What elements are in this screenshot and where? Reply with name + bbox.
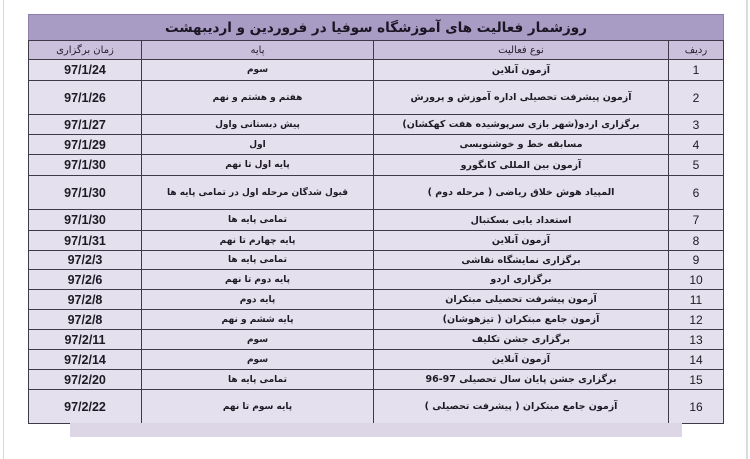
row-number-cell: 4 — [669, 135, 724, 155]
activity-cell: برگزاری اردو — [374, 270, 669, 290]
row-number-cell: 9 — [669, 251, 724, 270]
table-row — [29, 390, 724, 424]
bottom-band — [70, 423, 682, 437]
table-row — [29, 370, 724, 390]
grade-level-cell: پایه چهارم تا نهم — [142, 231, 374, 251]
row-number-cell: 2 — [669, 81, 724, 115]
grade-level-cell: سوم — [142, 330, 374, 350]
row-number-cell: 13 — [669, 330, 724, 350]
date-cell: 97/1/24 — [29, 60, 142, 81]
header-grade-level: پایه — [142, 41, 374, 60]
grade-level-cell: سوم — [142, 60, 374, 81]
grade-level-cell: پایه دوم تا نهم — [142, 270, 374, 290]
date-cell: 97/1/30 — [29, 210, 142, 231]
row-number-cell: 3 — [669, 115, 724, 135]
activity-cell: برگزاری اردو(شهر بازی سرپوشیده هفت کهکشان) — [374, 115, 669, 135]
grade-level-cell: پایه سوم تا نهم — [142, 390, 374, 424]
activity-cell: آزمون جامع مبتکران ( پیشرفت تحصیلی ) — [374, 390, 669, 424]
title-row — [29, 15, 724, 41]
table-row — [29, 310, 724, 330]
activity-cell: المپیاد هوش خلاق ریاضی ( مرحله دوم ) — [374, 176, 669, 210]
grade-level-cell: هفتم و هشتم و نهم — [142, 81, 374, 115]
row-number-cell: 15 — [669, 370, 724, 390]
row-number-cell: 5 — [669, 155, 724, 176]
date-cell: 97/1/29 — [29, 135, 142, 155]
row-number-cell: 7 — [669, 210, 724, 231]
activity-cell: استعداد یابی بسکتبال — [374, 210, 669, 231]
grade-level-cell: پایه اول تا نهم — [142, 155, 374, 176]
grade-level-cell: تمامی پایه ها — [142, 251, 374, 270]
table-row — [29, 330, 724, 350]
row-number-cell: 14 — [669, 350, 724, 370]
table-row — [29, 155, 724, 176]
grade-level-cell: تمامی پایه ها — [142, 370, 374, 390]
grade-level-cell: سوم — [142, 350, 374, 370]
activity-cell: آزمون بین المللی کانگورو — [374, 155, 669, 176]
table-body — [29, 60, 724, 424]
date-cell: 97/1/30 — [29, 155, 142, 176]
grade-level-cell: پایه ششم و نهم — [142, 310, 374, 330]
activity-cell: آزمون آنلاین — [374, 350, 669, 370]
activity-cell: آزمون آنلاین — [374, 60, 669, 81]
table-row — [29, 115, 724, 135]
activity-cell: آزمون پیشرفت تحصیلی مبتکران — [374, 290, 669, 310]
grade-level-cell: قبول شدگان مرحله اول در تمامی پایه ها — [142, 176, 374, 210]
activity-cell: آزمون جامع مبتکران ( تیزهوشان) — [374, 310, 669, 330]
date-cell: 97/2/8 — [29, 290, 142, 310]
activity-cell: آزمون پیشرفت تحصیلی اداره آموزش و پرورش — [374, 81, 669, 115]
row-number-cell: 8 — [669, 231, 724, 251]
header-date: زمان برگزاری — [29, 41, 142, 60]
schedule-sheet — [28, 14, 723, 424]
table-row — [29, 81, 724, 115]
table-row — [29, 290, 724, 310]
table-row — [29, 60, 724, 81]
activity-cell: مسابقه خط و خوشنویسی — [374, 135, 669, 155]
header-activity-type: نوع فعالیت — [374, 41, 669, 60]
date-cell: 97/2/22 — [29, 390, 142, 424]
activity-cell: برگزاری جشن پایان سال تحصیلی 97-96 — [374, 370, 669, 390]
header-row — [29, 41, 724, 60]
page-edge-left — [3, 0, 4, 459]
date-cell: 97/2/3 — [29, 251, 142, 270]
row-number-cell: 12 — [669, 310, 724, 330]
table-row — [29, 231, 724, 251]
grade-level-cell: پیش دبستانی واول — [142, 115, 374, 135]
table-row — [29, 176, 724, 210]
date-cell: 97/2/8 — [29, 310, 142, 330]
activity-schedule-table — [28, 14, 724, 424]
date-cell: 97/1/30 — [29, 176, 142, 210]
table-row — [29, 251, 724, 270]
row-number-cell: 10 — [669, 270, 724, 290]
date-cell: 97/1/26 — [29, 81, 142, 115]
date-cell: 97/2/14 — [29, 350, 142, 370]
row-number-cell: 16 — [669, 390, 724, 424]
date-cell: 97/2/11 — [29, 330, 142, 350]
grade-level-cell: پایه دوم — [142, 290, 374, 310]
table-row — [29, 135, 724, 155]
date-cell: 97/2/20 — [29, 370, 142, 390]
activity-cell: آزمون آنلاین — [374, 231, 669, 251]
date-cell: 97/2/6 — [29, 270, 142, 290]
grade-level-cell: اول — [142, 135, 374, 155]
row-number-cell: 11 — [669, 290, 724, 310]
header-row-number: ردیف — [669, 41, 724, 60]
date-cell: 97/1/31 — [29, 231, 142, 251]
date-cell: 97/1/27 — [29, 115, 142, 135]
table-row — [29, 270, 724, 290]
row-number-cell: 1 — [669, 60, 724, 81]
row-number-cell: 6 — [669, 176, 724, 210]
table-row — [29, 210, 724, 231]
page-edge-right — [746, 0, 748, 459]
activity-cell: برگزاری جشن تکلیف — [374, 330, 669, 350]
table-row — [29, 350, 724, 370]
activity-cell: برگزاری نمایشگاه نقاشی — [374, 251, 669, 270]
grade-level-cell: تمامی پایه ها — [142, 210, 374, 231]
table-title: روزشمار فعالیت های آموزشگاه سوفیا در فروردین و اردیبهشت — [29, 15, 724, 41]
